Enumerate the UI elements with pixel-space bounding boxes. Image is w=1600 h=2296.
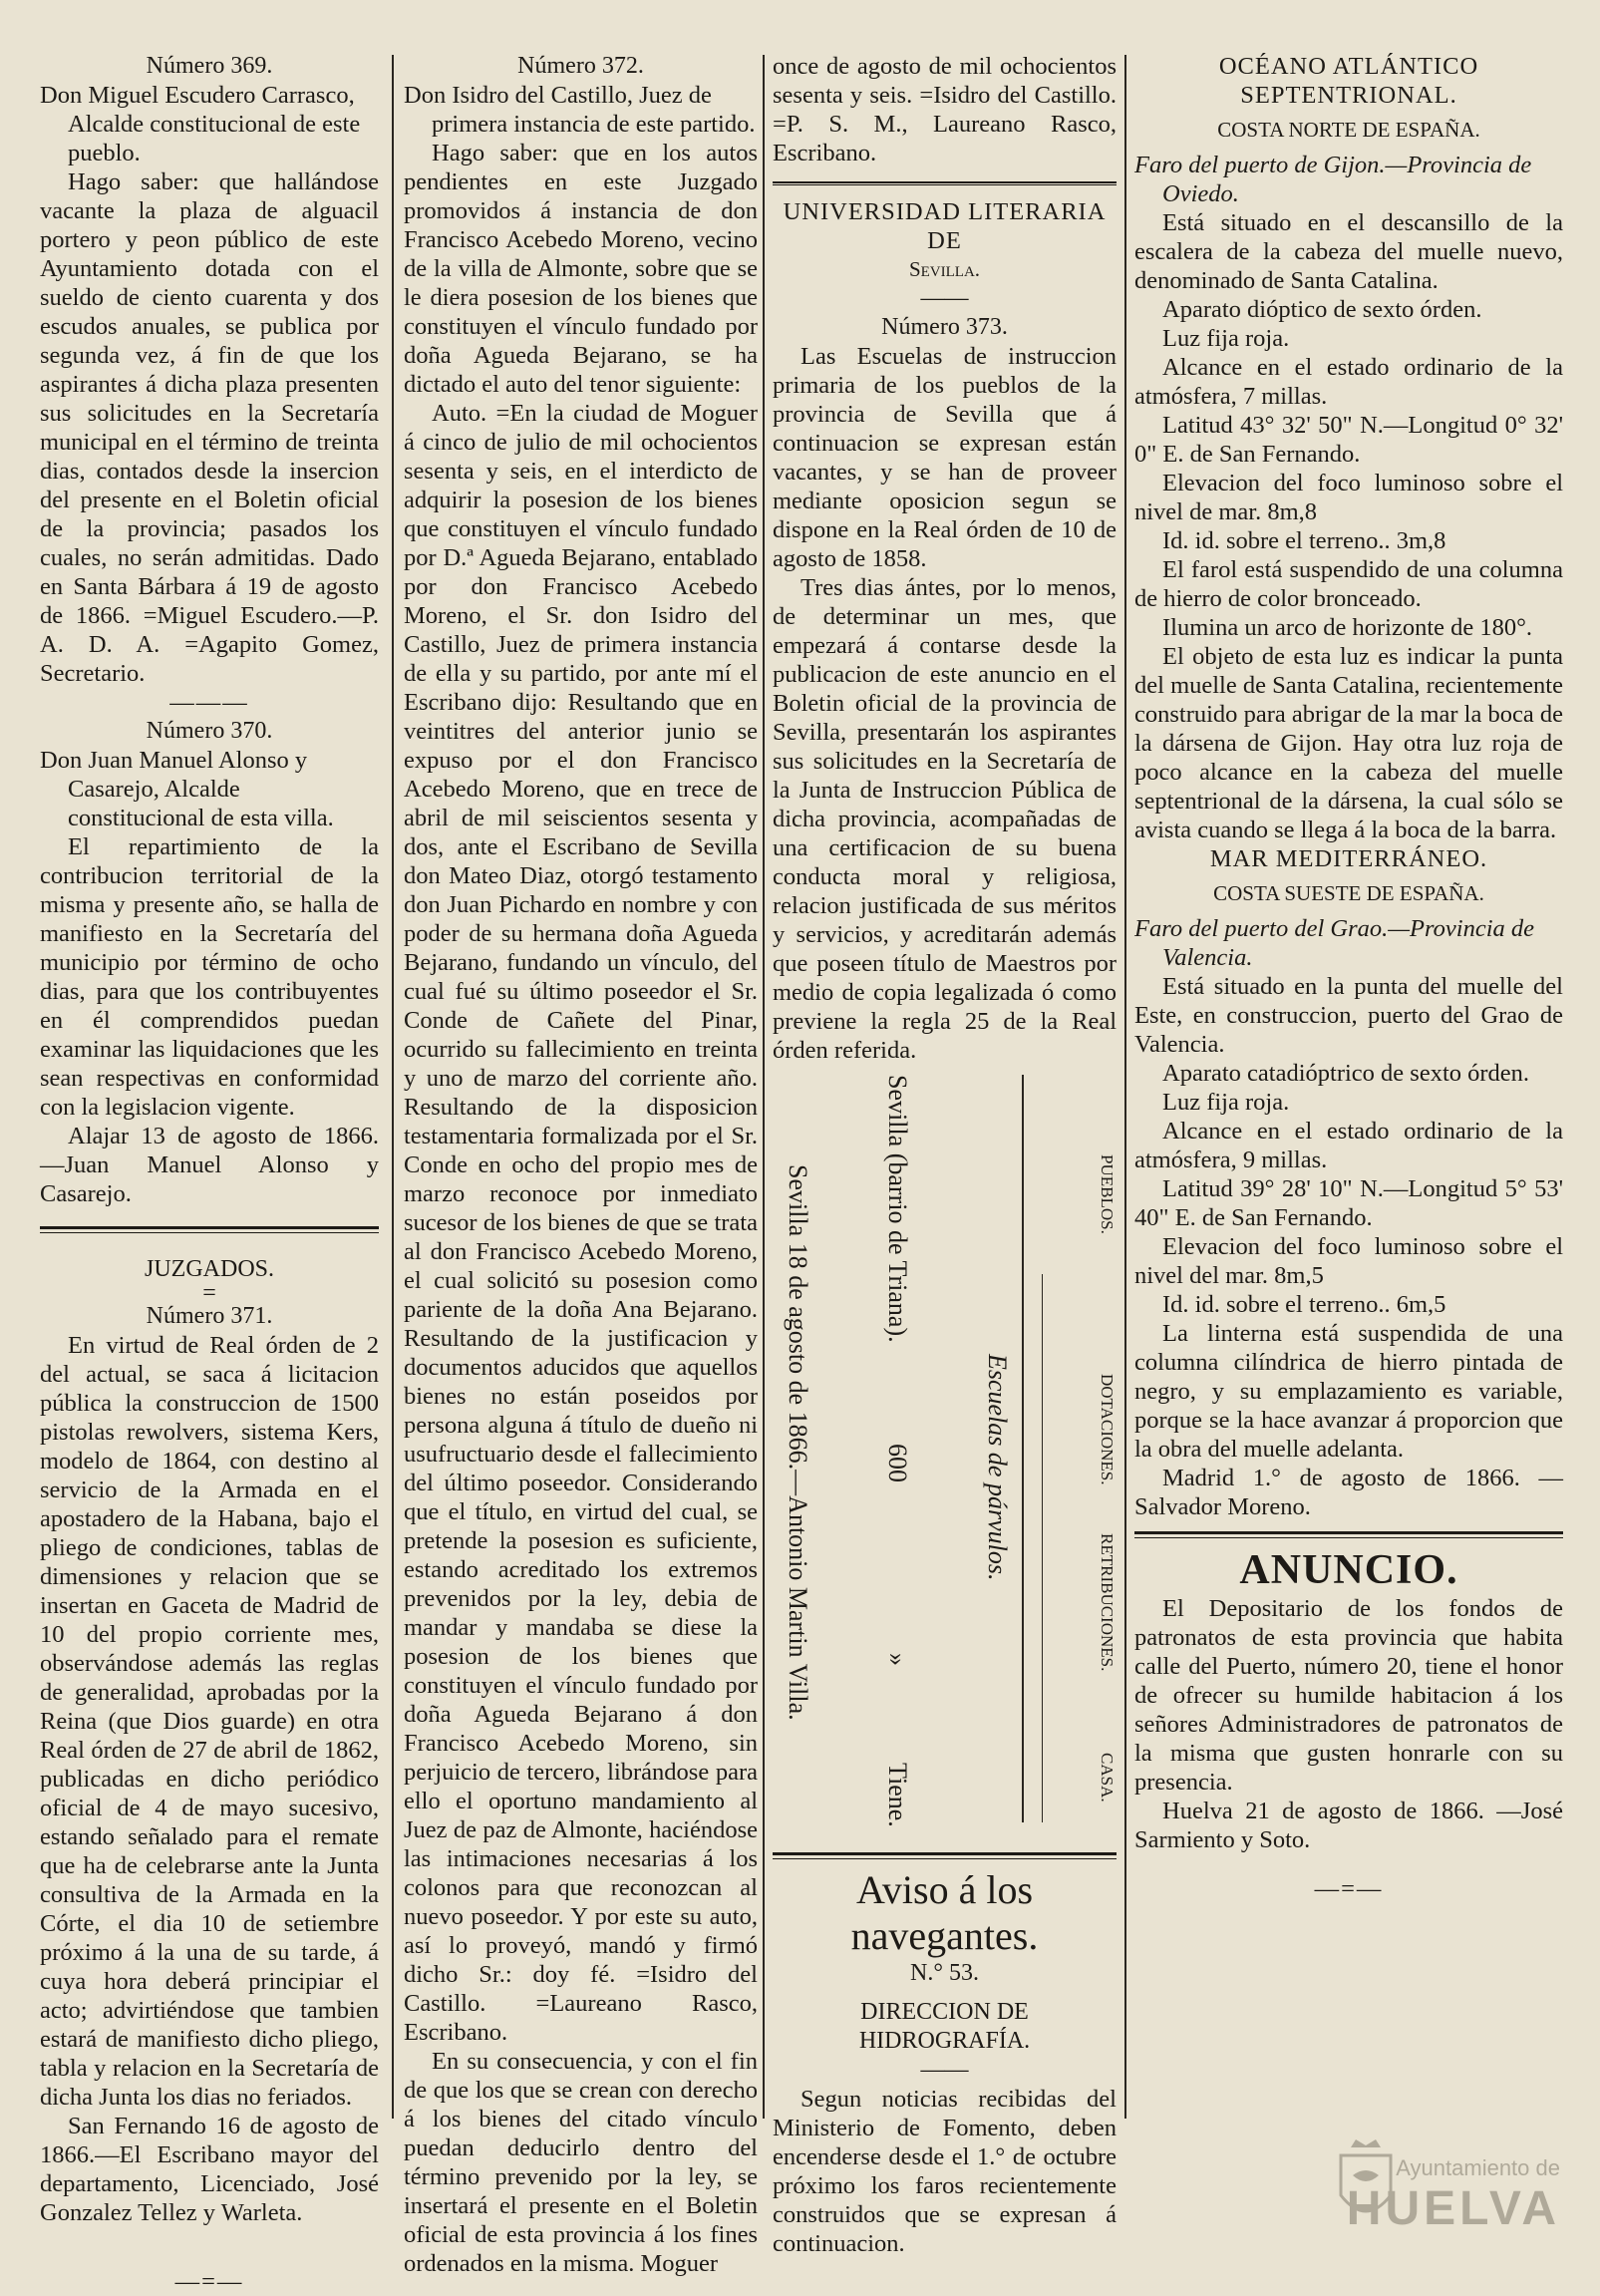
- notice-372-intro: Don Isidro del Castillo, Juez de primera instancia de este partido.: [404, 82, 756, 138]
- faro-gijon-body: Está situado en el descansillo de la escalera de la cabeza del muelle nuevo, denominado de Santa Catalina.: [1134, 209, 1563, 294]
- direccion-heading: DIRECCION DE HIDROGRAFÍA.: [858, 1999, 1031, 2054]
- aviso-body: Segun noticias recibidas del Ministerio de Fomento, deben encenderse desde el 1.° de octubre próximo los faros recientemente construidos que se expresan á continuacion.: [773, 2086, 1117, 2257]
- faro-grao-elevacion: Elevacion del foco luminoso sobre el nivel del mar. 8m,5: [1134, 1233, 1563, 1289]
- faro-gijon-aparato: Aparato dióptico de sexto órden.: [1162, 296, 1482, 323]
- section-rule: [773, 181, 1117, 185]
- notice-370-heading: Número 370.: [146, 718, 273, 744]
- faro-gijon-title: Faro del puerto de Gijon.—Provincia de Oviedo.: [1134, 152, 1532, 207]
- oceano-heading: OCÉANO ATLÁNTICO SEPTENTRIONAL.: [1218, 53, 1479, 109]
- faros-sign: Madrid 1.° de agosto de 1866. —Salvador Moreno.: [1134, 1465, 1563, 1520]
- notice-369-intro: Don Miguel Escudero Carrasco, Alcalde constitucional de este pueblo.: [40, 82, 361, 166]
- section-rule: [40, 1226, 379, 1233]
- notice-370-intro: Don Juan Manuel Alonso y Casarejo, Alcalde constitucional de esta villa.: [40, 747, 334, 831]
- table-title: Escuelas de párvulos.: [983, 1354, 1012, 1581]
- notice-372-p3: En su consecuencia, y con el fin de que los que se crean con derecho á los bienes del citado vínculo puedan deducirlo dentro del término prevenido por la ley, se insertará el presente en el Boletin oficial de esta provincia á los fines ordenados en la misma. Moguer: [404, 2048, 758, 2277]
- watermark-line2: HUELVA: [1346, 2182, 1560, 2235]
- table-header-dotaciones: DOTACIONES.: [1098, 1374, 1117, 1485]
- section-rule: [1134, 1531, 1563, 1538]
- faro-gijon-alcance: Alcance en el estado ordinario de la atmósfera, 7 millas.: [1134, 354, 1563, 410]
- anuncio-heading: ANUNCIO.: [1239, 1547, 1458, 1593]
- aviso-heading: Aviso á los navegantes.: [850, 1867, 1039, 1958]
- faro-grao-title: Faro del puerto del Grao.—Provincia de Valencia.: [1134, 915, 1535, 971]
- university-city: Sevilla.: [908, 257, 981, 281]
- heading-ornament: =: [202, 1280, 216, 1306]
- column-divider: [1124, 55, 1126, 2119]
- table-header-casa: CASA.: [1098, 1753, 1117, 1803]
- column-4: [1134, 52, 1563, 1903]
- faro-grao-luz: Luz fija roja.: [1162, 1089, 1290, 1116]
- university-heading: UNIVERSIDAD LITERARIA DE: [783, 198, 1107, 254]
- faro-grao-linterna: La linterna está suspendida de una columna cilíndrica de hierro pintada de negro, y su emplazamiento es variable, porque se la hace avanzar á proporcion que la obra del muelle adelanta.: [1134, 1320, 1563, 1463]
- notice-373-p2: Tres dias ántes, por lo menos, de determinar un mes, que empezará á contarse desde la publicacion de este anuncio en el Boletin oficial de la provincia de Sevilla, presentarán los aspirantes sus solicitudes en la Secretaría de la Junta de Instruccion Pública de dicha provincia, acompañadas de una certificacion de su buena conducta moral y religiosa, relacion justificada de sus méritos y servicios, y acreditarán además que poseen título de Maestros por medio de copia legalizada ó como previene la regla 25 de la Real órden referida.: [773, 574, 1117, 1064]
- table-header-pueblos: PUEBLOS.: [1098, 1154, 1117, 1234]
- faro-grao-id: Id. id. sobre el terreno.. 6m,5: [1162, 1291, 1446, 1318]
- faro-gijon-ilumina: Ilumina un arco de horizonte de 180°.: [1162, 614, 1533, 641]
- table-pueblo: Sevilla (barrio de Triana).: [883, 1075, 912, 1343]
- notice-372-heading: Número 372.: [517, 53, 644, 79]
- column-divider: [392, 55, 394, 2119]
- dash: ——: [920, 2057, 969, 2083]
- column-divider: [763, 55, 765, 2119]
- costa-norte-heading: COSTA NORTE DE ESPAÑA.: [1217, 118, 1480, 142]
- column-1: [40, 52, 379, 2296]
- table-retribucion: »: [883, 1653, 912, 1666]
- notice-371-body: En virtud de Real órden de 2 del actual, se saca á licitacion pública la construccion de 1500 pistolas rewolvers, sistema Kers, modelo de 1864, con destino al servicio de la Armada en el apostadero de la Habana, bajo el pliego de condiciones, tablas de dimensiones y relacion que se insertan en Gaceta de Madrid de 10 del propio corriente mes, observándose además las reglas de generalidad, aprobadas por la Reina (que Dios guarde) en otra Real órden de 27 de abril de 1862, publicadas en dicho periódico oficial de 4 de mayo sucesivo, estando señalado para el remate que ha de celebrarse ante la Junta consultiva de la Armada en la Córte, el dia 10 de setiembre próximo á la una de su tarde, á cuya hora deberá principiar el acto; advirtiéndose que tambien estará de manifiesto dicho pliego, tabla y relacion en la Secretaría de dicha Junta los dias no feriados.: [40, 1332, 379, 2111]
- notice-372-continuation: once de agosto de mil ochocientos sesenta y seis. =Isidro del Castillo. =P. S. M., Laureano Rasco, Escribano.: [773, 53, 1117, 166]
- anuncio-sign: Huelva 21 de agosto de 1866. —José Sarmiento y Soto.: [1134, 1798, 1563, 1853]
- table-header-retribuciones: RETRIBUCIONES.: [1098, 1533, 1117, 1672]
- faro-gijon-id: Id. id. sobre el terreno.. 3m,8: [1162, 527, 1446, 554]
- section-rule: [773, 1852, 1117, 1859]
- juzgados-heading: JUZGADOS.: [144, 1256, 274, 1282]
- table-sign: Sevilla 18 de agosto de 1866.—Antonio Martin Villa.: [784, 1164, 812, 1721]
- notice-370-body: El repartimiento de la contribucion territorial de la misma y presente año, se halla de manifiesto en la Secretaría del municipio por término de ocho dias, para que los contribuyentes en él comprendidos puedan examinar las liquidaciones que les sean respectivas en conformidad con la legislacion vigente.: [40, 833, 379, 1121]
- notice-373-heading: Número 373.: [881, 314, 1008, 340]
- notice-372-auto: Auto. =En la ciudad de Moguer á cinco de julio de mil ochocientos sesenta y seis, en el interdicto de adquirir la posesion de los bienes que constituyen el vínculo fundado por D.ª Agueda Bejarano, entablado por don Francisco Acebedo Moreno, el Sr. don Isidro del Castillo, Juez de primera instancia de ella y su partido, por ante mí el Escribano dijo: Resultando que en veintitres del anterior junio se expuso por el don Francisco Acebedo Moreno, que en trece de abril de mil seiscientos sesenta y dos, ante el Escribano de Sevilla don Mateo Diaz, otorgó testamento don Juan Pichardo en nombre y con poder de su hermana doña Agueda Bejarano, fundando un vínculo, del cual fué su último poseedor el Sr. Conde de Cañete del Pinar, ocurrido su fallecimiento en treinta y uno de marzo del corriente año. Resultando de la disposicion testamentaria formalizada por el Sr. Conde en ocho del propio mes de marzo reconoce por inmediato sucesor de los bienes de que se trata al don Francisco Acebedo Moreno, el cual solicitó su posesion como pariente de la doña Ana Bejarano. Resultando de la justificacion y documentos aducidos que aquellos bienes no están poseidos por persona alguna á título de dueño ni usufructuario desde el fallecimiento del último poseedor. Considerando que el título, en virtud del cual, se pretende la posesion es suficiente, estando acreditado los extremos prevenidos por la ley, debia de mandar y mandaba se diese la posesion de los bienes que constituyen el vínculo fundado por doña Agueda Bejarano á don Francisco Acebedo Moreno, sin perjuicio de tercero, librándose para ello el oportuno mandamiento al Juez de paz de Almonte, haciéndose las intimaciones necesarias á los colonos para que reconozcan al nuevo poseedor. Y por este su auto, así lo proveyó, mandó y firmó dicho Sr.: doy fé. =Isidro del Castillo. =Laureano Rasco, Escribano.: [404, 400, 758, 2046]
- notice-371-sign: San Fernando 16 de agosto de 1866.—El Escribano mayor del departamento, Licenciado, José Gonzalez Tellez y Warleta.: [40, 2113, 379, 2226]
- separator: —=—: [1314, 1875, 1384, 1902]
- table-dotacion: 600: [883, 1444, 912, 1482]
- faro-grao-alcance: Alcance en el estado ordinario de la atmósfera, 9 millas.: [1134, 1118, 1563, 1173]
- notice-369-body: Hago saber: que hallándose vacante la plaza de alguacil portero y peon público de este Ayuntamiento dotada con el sueldo de ciento cuarenta y dos escudos anuales, se publica por segunda vez, á fin de que los aspirantes á dicha plaza presenten sus solicitudes en la Secretaría municipal en el término de treinta dias, contados desde la insercion del presente en el Boletin oficial de la provincia; pasados los cuales, no serán admitidas. Dado en Santa Bárbara á 19 de agosto de 1866. =Miguel Escudero.—P. A. D. A. =Agapito Gomez, Secretario.: [40, 168, 379, 687]
- costa-sueste-heading: COSTA SUESTE DE ESPAÑA.: [1213, 881, 1484, 905]
- notice-371-heading: Número 371.: [146, 1303, 273, 1329]
- faro-gijon-elevacion: Elevacion del foco luminoso sobre el nivel de mar. 8m,8: [1134, 470, 1563, 525]
- notice-373-p1: Las Escuelas de instruccion primaria de los pueblos de la provincia de Sevilla que á continuacion se expresan están vacantes, y se han de proveer mediante oposicion segun se dispone en la Real órden de 10 de agosto de 1858.: [773, 343, 1117, 572]
- faro-gijon-luz: Luz fija roja.: [1162, 325, 1290, 352]
- table-rule: [1022, 1075, 1024, 1822]
- aviso-number: N.° 53.: [910, 1960, 979, 1986]
- watermark-line1: Ayuntamiento de: [1396, 2155, 1560, 2180]
- faro-gijon-farol: El farol está suspendido de una columna de hierro de color bronceado.: [1134, 556, 1563, 612]
- anuncio-body: El Depositario de los fondos de patronatos de esta provincia que habita calle del Puerto, número 20, tiene el honor de ofrecer su humilde habitacion á los señores Administradores de patronatos de la misma que gusten honrarle con su presencia.: [1134, 1595, 1563, 1796]
- table-casa: Tiene.: [883, 1763, 912, 1827]
- dash: ——: [920, 285, 969, 311]
- vacancy-table: [773, 1075, 1117, 1852]
- faro-gijon-latitud: Latitud 43° 32' 50" N.—Longitud 0° 32' 0" E. de San Fernando.: [1134, 412, 1563, 468]
- column-2: [404, 52, 758, 2278]
- faro-grao-aparato: Aparato catadióptrico de sexto órden.: [1162, 1060, 1530, 1087]
- column-3: [773, 52, 1117, 2258]
- notice-372-p1: Hago saber: que en los autos pendientes en este Juzgado promovidos á instancia de don Francisco Acebedo Moreno, vecino de la villa de Almonte, sobre que se le diera posesion de los bienes que constituyen el vínculo fundado por doña Agueda Bejarano, se ha dictado el auto del tenor siguiente:: [404, 140, 758, 398]
- separator: ———: [169, 689, 249, 716]
- faro-grao-latitud: Latitud 39° 28' 10" N.—Longitud 5° 53' 40" E. de San Fernando.: [1134, 1175, 1563, 1231]
- faro-gijon-objeto: El objeto de esta luz es indicar la punta del muelle de Santa Catalina, recientemente construido para abrigar de la mar la boca de la dársena de Gijon. Hay otra luz roja de poco alcance en la cabeza del muelle septentrional de la dársena, la cual sólo se avista cuando se llega á la boca de la barra.: [1134, 643, 1563, 843]
- faro-grao-body: Está situado en la punta del muelle del Este, en construccion, puerto del Grao de Valencia.: [1134, 973, 1563, 1058]
- ayuntamiento-watermark: [1331, 2116, 1560, 2235]
- notice-370-sign: Alajar 13 de agosto de 1866. —Juan Manuel Alonso y Casarejo.: [40, 1123, 379, 1207]
- notice-369-heading: Número 369.: [146, 53, 273, 79]
- table-rule: [1042, 1274, 1043, 1822]
- mar-heading: MAR MEDITERRÁNEO.: [1209, 845, 1488, 872]
- separator: —=—: [174, 2268, 244, 2295]
